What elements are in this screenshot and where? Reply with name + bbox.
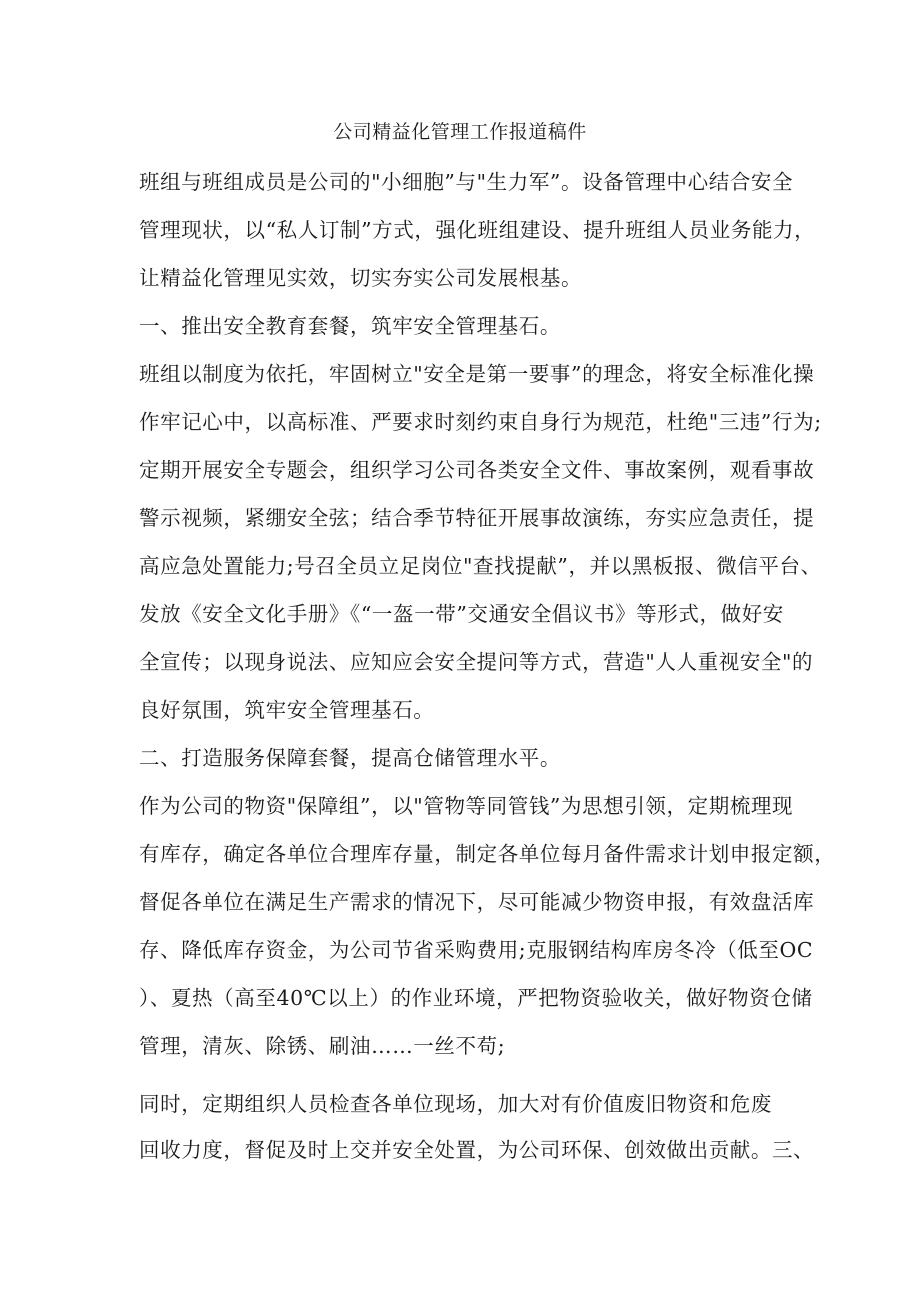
paragraph-line: 管理，清灰、除锈、刷油……一丝不苟; <box>139 1034 506 1058</box>
paragraph-line: 作为公司的物资"保障组”，以"管物等同管钱”为思想引领，定期梳理现 <box>139 794 794 818</box>
paragraph-line: 存、降低库存资金，为公司节省采购费用;克服钢结构库房冬冷（低至OC <box>139 938 814 962</box>
paragraph-line: 同时，定期组织人员检查各单位现场，加大对有价值废旧物资和危废 <box>139 1092 772 1116</box>
paragraph-line: 定期开展安全专题会，组织学习公司各类安全文件、事故案例，观看事故 <box>139 458 815 482</box>
paragraph-line: ）、夏热（高至40℃以上）的作业环境，严把物资验收关，做好物资仓储 <box>139 986 813 1010</box>
paragraph-line: 班组与班组成员是公司的"小细胞”与"生力军”。设备管理中心结合安全 <box>139 170 794 194</box>
paragraph-line: 回收力度，督促及时上交并安全处置，为公司环保、创效做出贡献。三、 <box>139 1138 815 1162</box>
paragraph-line: 良好氛围，筑牢安全管理基石。 <box>139 698 435 722</box>
paragraph-line: 有库存，确定各单位合理库存量，制定各单位每月备件需求计划申报定额， <box>139 842 836 866</box>
section-heading: 二、打造服务保障套餐，提高仓储管理水平。 <box>139 746 561 770</box>
paragraph-line: 班组以制度为依托，牢固树立"安全是第一要事”的理念，将安全标准化操 <box>139 362 815 386</box>
paragraph-line: 全宣传；以现身说法、应知应会安全提问等方式，营造"人人重视安全"的 <box>139 650 814 674</box>
paragraph-line: 督促各单位在满足生产需求的情况下，尽可能减少物资申报，有效盘活库 <box>139 890 815 914</box>
paragraph-line: 管理现状，以“私人订制”方式，强化班组建设、提升班组人员业务能力， <box>139 218 816 242</box>
paragraph-line: 让精益化管理见实效，切实夯实公司发展根基。 <box>139 266 583 290</box>
paragraph-line: 作牢记心中，以高标准、严要求时刻约束自身行为规范，杜绝"三违”行为; <box>139 410 822 434</box>
document-title: 公司精益化管理工作报道稿件 <box>333 121 587 143</box>
section-heading: 一、推出安全教育套餐，筑牢安全管理基石。 <box>139 314 561 338</box>
paragraph-line: 发放《安全文化手册》《“一盔一带”交通安全倡议书》等形式，做好安 <box>139 602 784 626</box>
paragraph-line: 高应急处置能力;号召全员立足岗位"查找提献”，并以黑板报、微信平台、 <box>139 554 822 578</box>
paragraph-line: 警示视频，紧绷安全弦；结合季节特征开展事故演练，夯实应急责任，提 <box>139 506 815 530</box>
